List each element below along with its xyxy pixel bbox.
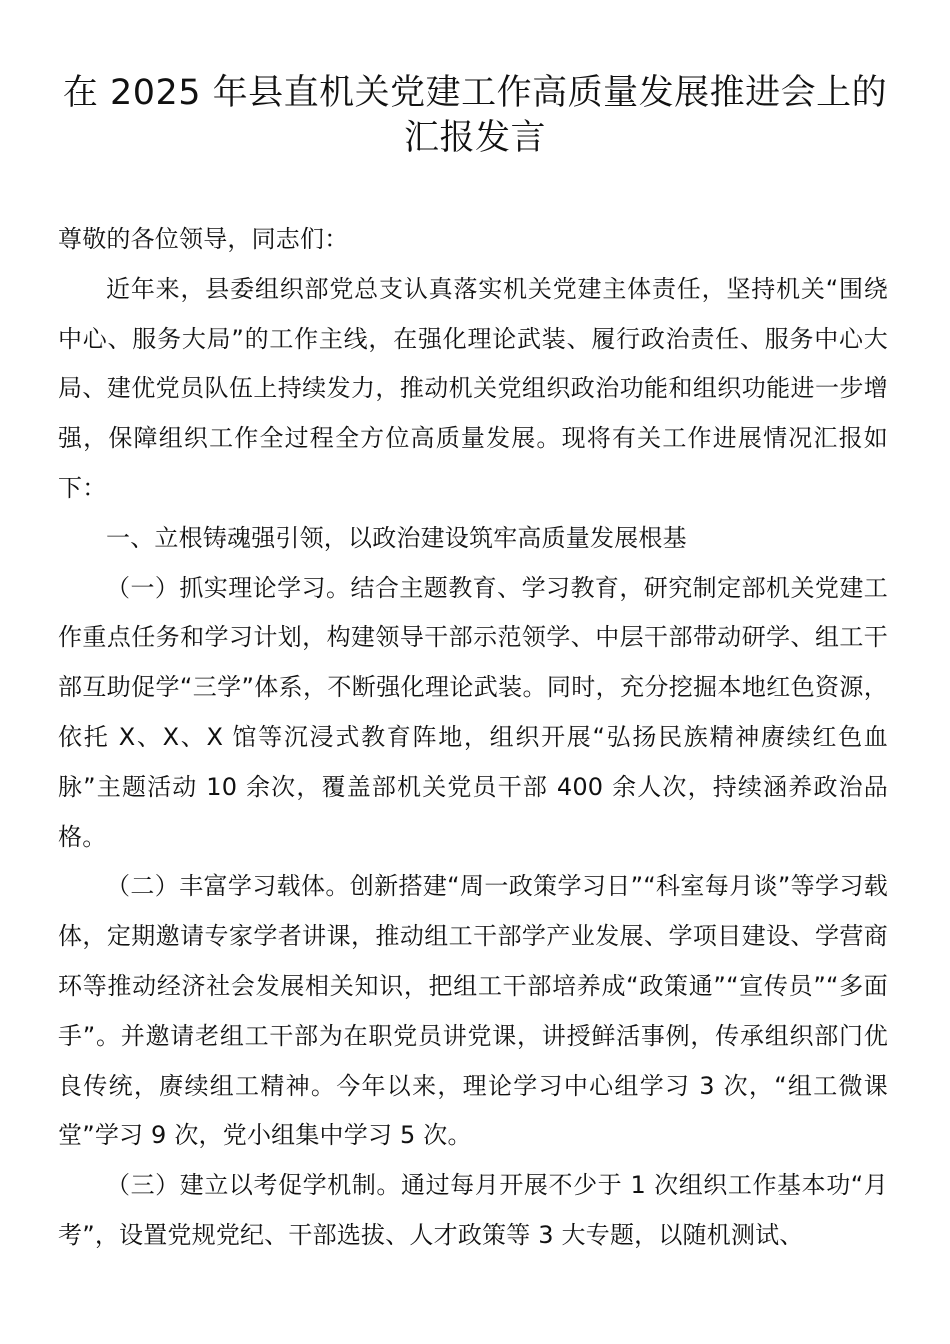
document-body — [58, 215, 888, 1261]
salutation: 尊敬的各位领导，同志们： — [58, 225, 349, 253]
paragraph-exam-mechanism: （三）建立以考促学机制。通过每月开展不少于 1 次组织工作基本功“月考”，设置党规党纪、干部选拔、人才政策等 3 大专题，以随机测试、 — [58, 1171, 888, 1249]
intro-paragraph: 近年来，县委组织部党总支认真落实机关党建主体责任，坚持机关“围绕中心、服务大局”的工作主线，在强化理论武装、履行政治责任、服务中心大局、建优党员队伍上持续发力，推动机关党组织政治功能和组织功能进一步增强，保障组织工作全过程全方位高质量发展。现将有关工作进展情况汇报如下： — [58, 274, 888, 502]
document-title-line2: 汇报发言 — [403, 118, 546, 158]
document-title-line1: 在 2025 年县直机关党建工作高质量发展推进会上的 — [62, 73, 888, 113]
paragraph-theory-study: （一）抓实理论学习。结合主题教育、学习教育，研究制定部机关党建工作重点任务和学习计划，构建领导干部示范领学、中层干部带动研学、组工干部互助促学“三学”体系，不断强化理论武装。同时，充分挖掘本地红色资源，依托 X、X、X 馆等沉浸式教育阵地，组织开展“弘扬民族精神赓续红色血脉”主题活动 10 余次，覆盖部机关党员干部 400 余人次，持续涵养政治品格。 — [58, 573, 888, 851]
paragraph-learning-carriers: （二）丰富学习载体。创新搭建“周一政策学习日”“科室每月谈”等学习载体，定期邀请专家学者讲课，推动组工干部学产业发展、学项目建设、学营商环等推动经济社会发展相关知识，把组工干部培养成“政策通”“宣传员”“多面手”。并邀请老组工干部为在职党员讲党课，讲授鲜活事例，传承组织部门优良传统，赓续组工精神。今年以来，理论学习中心组学习 3 次，“组工微课堂”学习 9 次，党小组集中学习 5 次。 — [58, 872, 888, 1150]
section-heading-1: 一、立根铸魂强引领，以政治建设筑牢高质量发展根基 — [106, 523, 687, 552]
